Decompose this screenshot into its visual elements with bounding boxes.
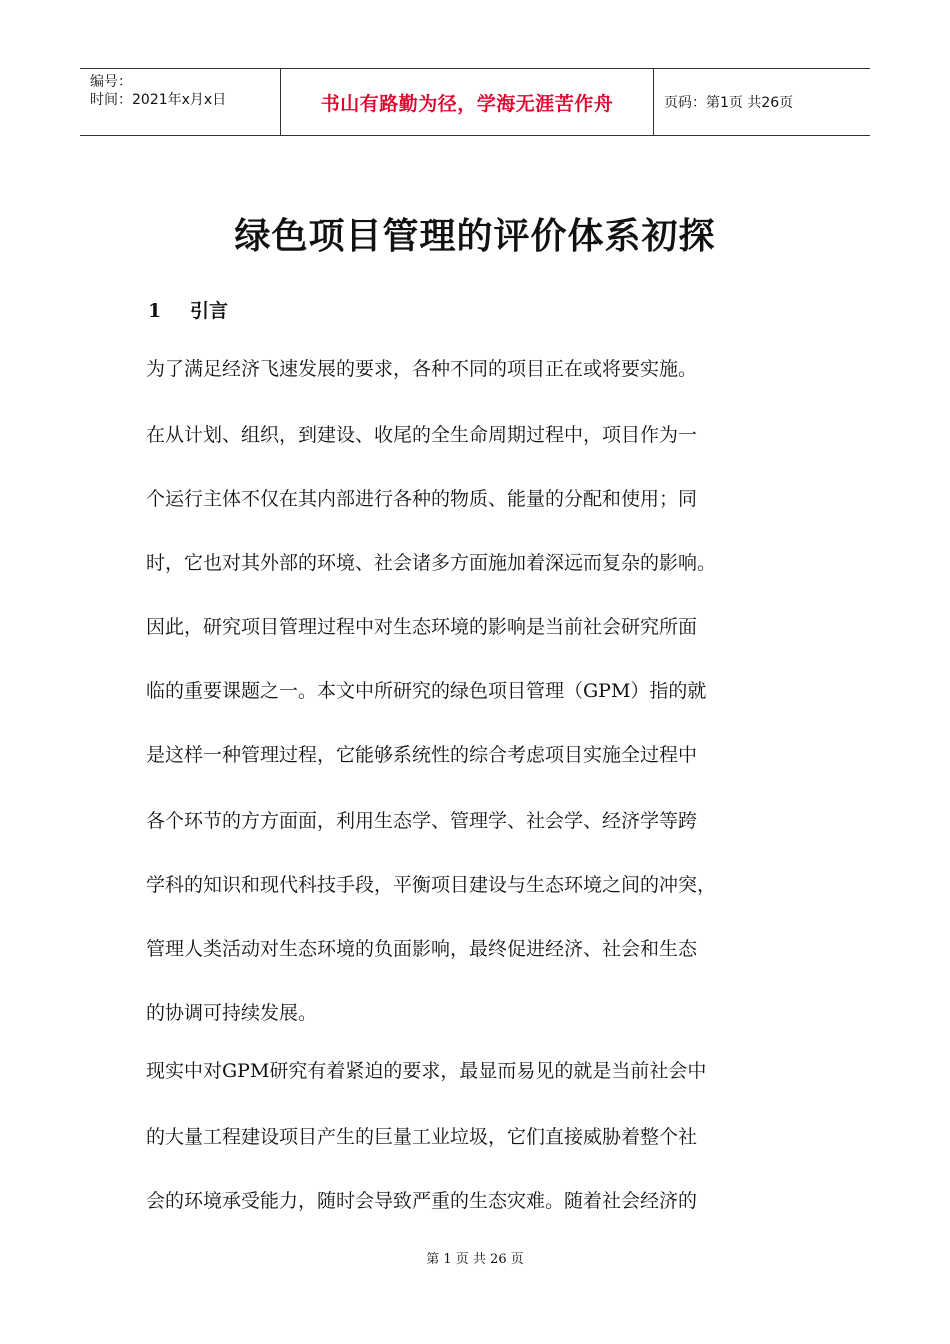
page-footer: 第 1 页 共 26 页: [426, 1252, 524, 1267]
body-line: 管理人类活动对生态环境的负面影响，最终促进经济、社会和生态: [146, 938, 698, 960]
body-line: 在从计划、组织，到建设、收尾的全生命周期过程中，项目作为一: [146, 424, 698, 446]
body-line: 个运行主体不仅在其内部进行各种的物质、能量的分配和使用；同: [146, 488, 698, 510]
section-title: 引言: [190, 300, 229, 322]
body-line: 临的重要课题之一。本文中所研究的绿色项目管理（GPM）指的就: [146, 680, 707, 702]
document-title: 绿色项目管理的评价体系初探: [234, 216, 716, 257]
page-header: [80, 68, 870, 136]
body-line: 的大量工程建设项目产生的巨量工业垃圾，它们直接威胁着整个社: [146, 1126, 698, 1148]
section-heading: [148, 296, 228, 323]
body-line: 因此，研究项目管理过程中对生态环境的影响是当前社会研究所面: [146, 616, 698, 638]
header-meta-cell: [80, 69, 281, 135]
body-line: 为了满足经济飞速发展的要求，各种不同的项目正在或将要实施。: [146, 358, 698, 380]
body-line: 的协调可持续发展。: [146, 1002, 318, 1024]
body-line: 学科的知识和现代科技手段，平衡项目建设与生态环境之间的冲突，: [146, 874, 717, 896]
body-line: 会的环境承受能力，随时会导致严重的生态灾难。随着社会经济的: [146, 1190, 698, 1212]
section-number: 1: [148, 300, 162, 322]
header-page-cell: [654, 69, 870, 135]
motto-text: 书山有路勤为径，学海无涯苦作舟: [320, 92, 614, 115]
page-info: 页码：第1页 共26页: [664, 95, 794, 111]
number-label: 编号：: [90, 74, 132, 90]
body-line: 是这样一种管理过程，它能够系统性的综合考虑项目实施全过程中: [146, 744, 698, 766]
body-line: 现实中对GPM研究有着紧迫的要求，最显而易见的就是当前社会中: [146, 1060, 707, 1082]
time-label: 时间：2021年x月x日: [90, 92, 227, 108]
body-line: 各个环节的方方面面，利用生态学、管理学、社会学、经济学等跨: [146, 810, 698, 832]
body-line: 时，它也对其外部的环境、社会诸多方面施加着深远而复杂的影响。: [146, 552, 717, 574]
header-motto-cell: [281, 69, 654, 135]
